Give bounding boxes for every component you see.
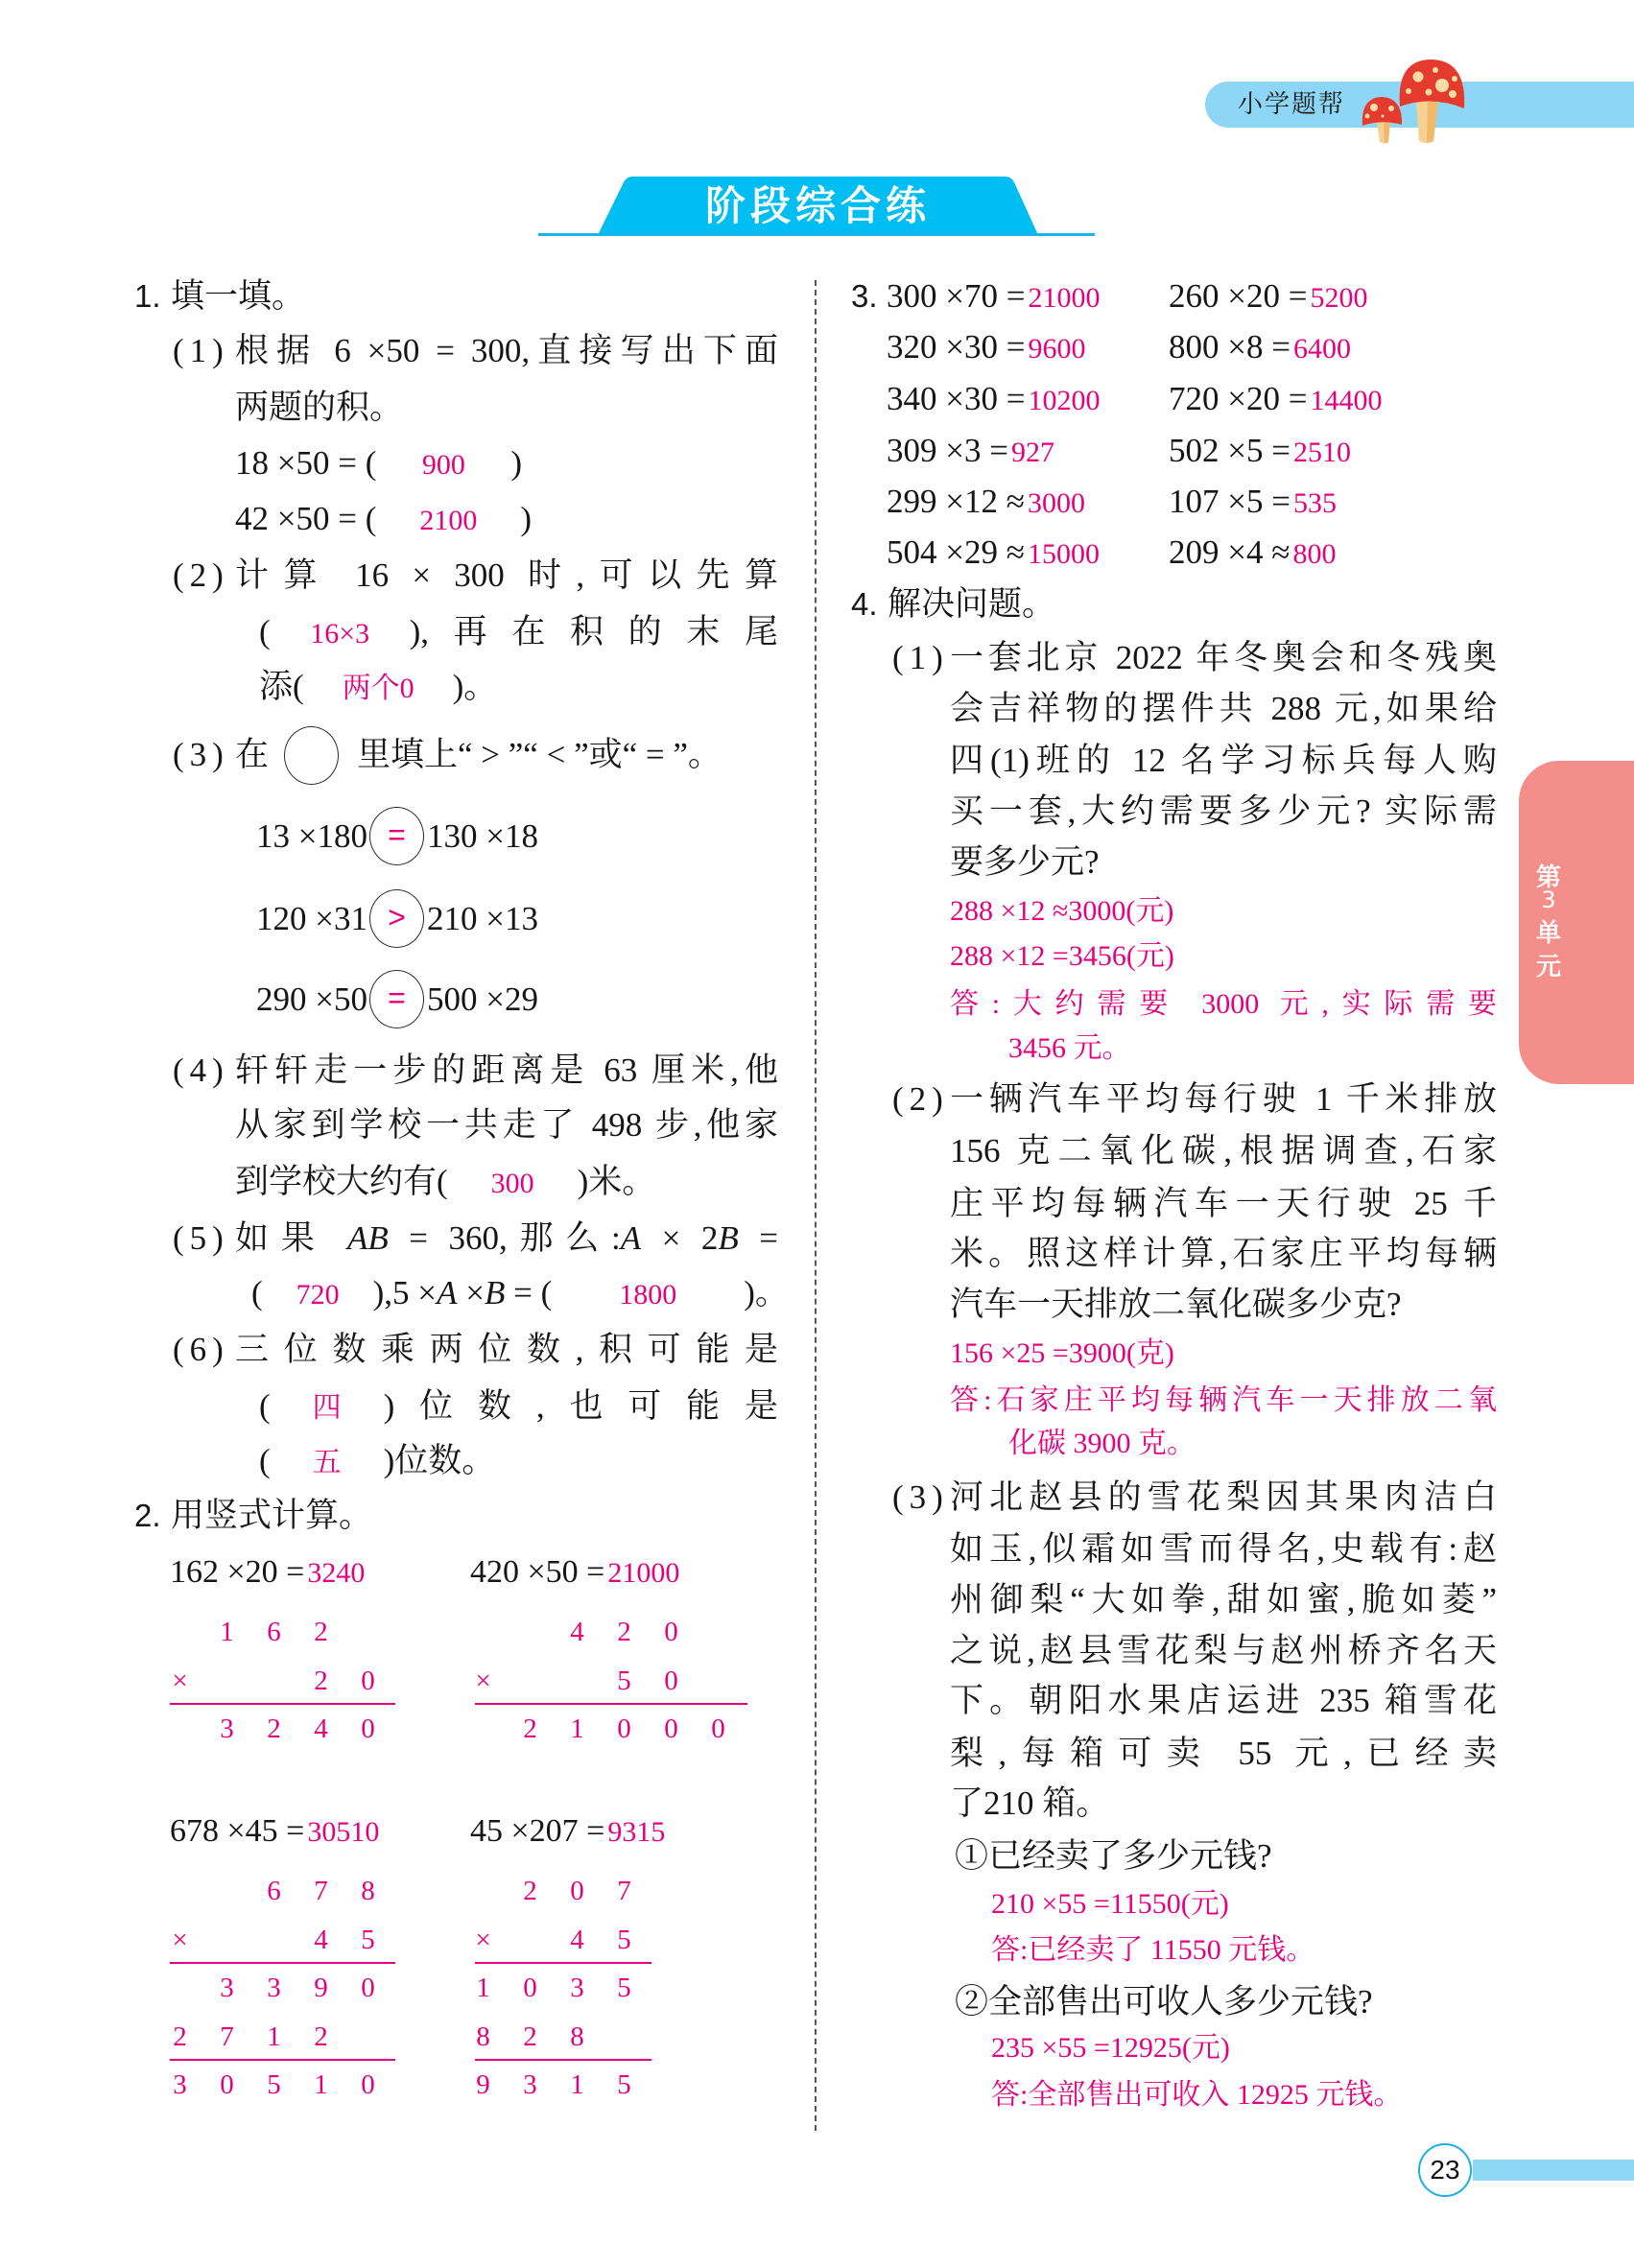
q3-item: [887, 430, 1054, 472]
q4-p3-marker: (3): [892, 1478, 949, 1516]
digit-cell: 3: [570, 1973, 584, 2003]
digit-cell: [695, 1969, 742, 2007]
q4-p1-line: 会吉祥物的摆件共 288 元,如果给: [950, 690, 1497, 727]
text: 299 ×12 ≈: [887, 483, 1025, 520]
q3-item: [887, 481, 1085, 523]
vertical-row: [460, 1710, 742, 1748]
digit-cell: [695, 1613, 742, 1651]
q1-p6-line2: [259, 1385, 778, 1428]
digit-cell: 0: [361, 2069, 375, 2100]
q4-p2-line: 汽车一天排放二氧化碳多少克?: [950, 1286, 1402, 1323]
digit-cell: 0: [361, 1713, 375, 1744]
digit-cell: 1: [570, 1713, 584, 1744]
q4-p2-line: 156 克二氧化碳,根据调查,石家: [950, 1132, 1497, 1169]
answer-blank: 四: [312, 1392, 342, 1424]
unit-tab-char: 3: [1541, 886, 1556, 913]
compare-right: 500 ×29: [427, 980, 538, 1018]
digit-cell: [344, 1613, 391, 1651]
page-number: 23: [1418, 2143, 1472, 2197]
vertical-row: [156, 1969, 438, 2007]
digit-cell: [695, 1662, 742, 1700]
line-text: ×: [457, 1274, 485, 1311]
q4-p3-sub-question: ①已经卖了多少元钱?: [955, 1837, 1272, 1875]
digit-cell: 5: [361, 1925, 375, 1955]
mushroom-icon: [1343, 48, 1478, 149]
digit-cell: [391, 1613, 438, 1651]
digit-cell: [507, 1662, 554, 1700]
digit-cell: 1: [570, 2069, 584, 2100]
compare-left: 120 ×31: [256, 900, 367, 937]
line-text: 如果: [235, 1219, 347, 1257]
q4-p2-calc: 156 ×25 =3900(克): [950, 1337, 1174, 1369]
q1-p2-line3: [259, 666, 497, 708]
digit-cell: [695, 1872, 742, 1910]
digit-cell: [507, 1921, 554, 1959]
digit-cell: 0: [617, 1713, 631, 1744]
q1-p6-marker: (6): [173, 1331, 229, 1368]
q4-p1-calc: 288 ×12 ≈3000(元): [950, 895, 1174, 927]
q4-p1-line: 一套北京 2022 年冬奥会和冬残奥: [950, 639, 1497, 676]
digit-cell: 1: [476, 1973, 490, 2003]
q4-p3-sub-calc: 235 ×55 =12925(元): [991, 2032, 1230, 2064]
digit-cell: [203, 1872, 250, 1910]
compare-answer-circle: >: [369, 889, 424, 948]
text: 10200: [1028, 385, 1101, 416]
digit-cell: [250, 1662, 297, 1700]
digit-cell: 9: [476, 2069, 490, 2100]
q4-p1-calc: 288 ×12 =3456(元): [950, 940, 1174, 972]
digit-cell: [695, 2066, 742, 2104]
q3-item: [1169, 275, 1367, 318]
q4-number: 4.: [851, 586, 878, 622]
q4-title: 解决问题。: [888, 585, 1056, 623]
line-text: ),再在积的末尾: [409, 613, 778, 650]
text: 15000: [1027, 538, 1100, 570]
digit-cell: [391, 2018, 438, 2056]
multiply-sign: ×: [475, 1925, 491, 1955]
text: 14400: [1310, 385, 1383, 416]
text: 300 ×70 =: [887, 277, 1026, 315]
digit-cell: [391, 1872, 438, 1910]
line-text: = (: [505, 1274, 553, 1311]
variable: AB: [347, 1219, 389, 1257]
unit-tab-char: 单: [1535, 919, 1561, 948]
vertical-row: [460, 1872, 742, 1910]
compare-left: 290 ×50: [256, 980, 367, 1018]
calc-rule-line: [475, 1962, 651, 1964]
digit-cell: [460, 1710, 507, 1748]
calc-title: [470, 1810, 665, 1853]
unit-tab-char: 元: [1535, 953, 1561, 981]
q3-item: [1169, 326, 1351, 368]
digit-cell: 8: [476, 2021, 490, 2052]
vertical-row: [460, 2018, 742, 2056]
paren-open: (: [259, 613, 271, 650]
q3-item: [887, 275, 1100, 318]
calc-title: [470, 1551, 679, 1594]
calc-rule-line: [170, 1962, 395, 1964]
q3-item: [887, 326, 1085, 368]
vertical-row: [460, 1921, 742, 1959]
digit-cell: 7: [220, 2021, 234, 2052]
q1-p1-item: [235, 442, 522, 484]
q1-p6-line1: 三位数乘两位数,积可能是: [235, 1331, 778, 1368]
text: 340 ×30 =: [887, 380, 1026, 417]
digit-cell: 2: [617, 1617, 631, 1647]
digit-cell: [203, 1921, 250, 1959]
vertical-row: [156, 1613, 438, 1651]
q4-p1-answer: 答:大约需要 3000 元,实际需要: [950, 988, 1497, 1020]
digit-cell: [391, 1662, 438, 1700]
digit-cell: 9: [314, 1973, 328, 2003]
expression: 678 ×45 =: [170, 1813, 305, 1849]
compare-left: 13 ×180: [256, 817, 367, 855]
digit-cell: [648, 2018, 695, 2056]
q4-p1-line: 要多少元?: [950, 843, 1100, 881]
digit-cell: 4: [570, 1617, 584, 1647]
paren-open: (: [251, 1274, 263, 1311]
expression: 45 ×207 =: [470, 1813, 605, 1849]
variable: B: [718, 1219, 739, 1257]
q4-p3-sub-answer: 答:全部售出可收入 12925 元钱。: [991, 2079, 1403, 2111]
digit-cell: 1: [267, 2021, 281, 2052]
digit-cell: 0: [711, 1713, 725, 1744]
digit-cell: [344, 2018, 391, 2056]
compare-right: 210 ×13: [427, 900, 538, 937]
q4-p2-answer: 化碳 3900 克。: [1008, 1428, 1196, 1459]
digit-cell: [648, 2066, 695, 2104]
q4-p3-line: 下。朝阳水果店运进 235 箱雪花: [950, 1682, 1497, 1719]
vertical-row: [156, 1921, 438, 1959]
digit-cell: [391, 2066, 438, 2104]
expression: 42 ×50 = (: [235, 500, 377, 537]
text: 21000: [1028, 282, 1101, 314]
expression: 162 ×20 =: [170, 1554, 305, 1590]
q1-p1-marker: (1): [173, 332, 229, 369]
digit-cell: 5: [617, 1925, 631, 1955]
q4-p2-marker: (2): [892, 1080, 949, 1118]
digit-cell: 2: [314, 2021, 328, 2052]
q4-p2-answer: 答:石家庄平均每辆汽车一天排放二氧: [950, 1384, 1497, 1416]
q4-p3-sub-calc: 210 ×55 =11550(元): [991, 1888, 1229, 1920]
expression: 18 ×50 = (: [235, 444, 377, 482]
digit-cell: 6: [267, 1876, 281, 1906]
q1-p1-line2: 两题的积。: [235, 389, 404, 426]
digit-cell: [156, 1872, 203, 1910]
digit-cell: 4: [314, 1713, 328, 1744]
q1-p5-line2: [251, 1272, 789, 1314]
text: 9600: [1028, 333, 1086, 365]
answer-blank: 300: [490, 1168, 534, 1199]
paren-close: ): [520, 500, 533, 537]
digit-cell: [460, 1613, 507, 1651]
text: 927: [1010, 437, 1054, 468]
digit-cell: [391, 1969, 438, 2007]
digit-cell: 0: [361, 1973, 375, 2003]
text: 3000: [1027, 487, 1085, 519]
digit-cell: [507, 1613, 554, 1651]
q4-p2-line: 一辆汽车平均每行驶 1 千米排放: [950, 1080, 1497, 1118]
q1-p1-line1: 根据 6 ×50 = 300,直接写出下面: [235, 332, 778, 369]
line-text: =: [738, 1219, 778, 1257]
digit-cell: 0: [664, 1666, 678, 1696]
vertical-row: [460, 2066, 742, 2104]
q3-item: [1169, 532, 1336, 574]
variable: A: [437, 1274, 458, 1311]
vertical-row: [460, 1613, 742, 1651]
text: 720 ×20 =: [1169, 380, 1308, 417]
text: 320 ×30 =: [887, 328, 1026, 366]
digit-cell: [648, 1921, 695, 1959]
text: 260 ×20 =: [1169, 277, 1308, 315]
page-number-bar: [1473, 2160, 1634, 2181]
vertical-row: [156, 2018, 438, 2056]
q3-item: [1169, 430, 1351, 472]
digit-cell: 2: [267, 1713, 281, 1744]
digit-cell: 3: [523, 2069, 537, 2100]
digit-cell: 7: [314, 1876, 328, 1906]
q1-p3-pre: 在: [235, 736, 270, 773]
q4-p3-sub-answer: 答:已经卖了 11550 元钱。: [991, 1934, 1315, 1966]
digit-cell: 1: [220, 1617, 234, 1647]
text: 209 ×4 ≈: [1169, 533, 1291, 571]
calc-rule-line: [170, 1703, 395, 1705]
calc-rule-line: [475, 2059, 651, 2061]
digit-cell: 0: [664, 1713, 678, 1744]
q4-p1-line: 买一套,大约需要多少元? 实际需: [950, 792, 1497, 830]
multiply-sign: ×: [172, 1925, 188, 1955]
text: 6400: [1292, 333, 1351, 365]
q2-number: 2.: [134, 1498, 161, 1533]
q1-p3-marker: (3): [173, 736, 229, 773]
q1-p4-line1: 轩轩走一步的距离是 63 厘米,他: [235, 1051, 778, 1089]
vertical-row: [156, 1872, 438, 1910]
digit-cell: [156, 1969, 203, 2007]
digit-cell: [156, 1710, 203, 1748]
digit-cell: [391, 1921, 438, 1959]
digit-cell: 8: [570, 2021, 584, 2052]
q4-p2-line: 庄平均每辆汽车一天行驶 25 千: [950, 1185, 1497, 1222]
q2-title: 用竖式计算。: [171, 1497, 373, 1534]
line-text: 添(: [259, 668, 304, 705]
digit-cell: 5: [617, 2069, 631, 2100]
text: 107 ×5 =: [1169, 483, 1291, 520]
digit-cell: 0: [523, 1973, 537, 2003]
answer-blank: 两个0: [342, 673, 414, 704]
answer-blank: 720: [296, 1279, 340, 1311]
q4-p3-sub-question: ②全部售出可收人多少元钱?: [955, 1983, 1373, 2020]
digit-cell: 2: [314, 1617, 328, 1647]
vertical-row: [460, 1662, 742, 1700]
compare-right: 130 ×18: [427, 817, 538, 855]
digit-cell: [203, 1662, 250, 1700]
multiply-sign: ×: [172, 1666, 188, 1696]
unit-side-tab: [1519, 761, 1634, 1084]
digit-cell: 3: [220, 1973, 234, 2003]
q1-p3-post: 里填上“ > ”“ < ”或“ = ”。: [357, 736, 722, 773]
q3-number: 3.: [851, 278, 878, 314]
q1-p1-item: [235, 498, 532, 540]
digit-cell: 5: [267, 2069, 281, 2100]
empty-circle-icon: [284, 726, 339, 785]
digit-cell: 0: [664, 1617, 678, 1647]
digit-cell: 3: [173, 2069, 187, 2100]
digit-cell: 2: [523, 1876, 537, 1906]
calc-title: [170, 1551, 365, 1594]
paren-close: )。: [744, 1274, 789, 1311]
digit-cell: 5: [617, 1666, 631, 1696]
q1-p4-line2: 从家到学校一共走了 498 步,他家: [235, 1106, 778, 1144]
digit-cell: [554, 1662, 601, 1700]
digit-cell: 6: [267, 1617, 281, 1647]
line-text: ),5 ×: [372, 1274, 438, 1311]
q4-p3-line: 了210 箱。: [950, 1784, 1110, 1822]
digit-cell: 4: [570, 1925, 584, 1955]
text: 5200: [1310, 282, 1368, 314]
digit-cell: 5: [617, 1973, 631, 2003]
text: 504 ×29 ≈: [887, 533, 1025, 571]
line-text: × 2: [641, 1219, 719, 1257]
q4-p2-line: 米。照这样计算,石家庄平均每辆: [950, 1235, 1497, 1272]
digit-cell: [648, 1969, 695, 2007]
q4-p3-line: 如玉,似霜如雪而得名,史载有:赵: [950, 1530, 1497, 1568]
paren-open: (: [259, 1387, 271, 1425]
q1-p4-marker: (4): [173, 1051, 229, 1089]
answer: 21000: [607, 1557, 680, 1589]
q1-p6-line3: [259, 1440, 495, 1482]
digit-cell: [695, 2018, 742, 2056]
answer: 9315: [607, 1816, 666, 1848]
digit-cell: 2: [523, 1713, 537, 1744]
line-text: )位数。: [383, 1442, 496, 1479]
text: 502 ×5 =: [1169, 432, 1291, 469]
calc-rule-line: [170, 2059, 395, 2061]
answer-blank: 2100: [419, 505, 478, 536]
unit-tab-char: 第: [1535, 863, 1561, 892]
vertical-row: [156, 1662, 438, 1700]
q1-p2-marker: (2): [173, 556, 229, 594]
q4-p3-line: 梨,每箱可卖 55 元,已经卖: [950, 1735, 1497, 1772]
vertical-row: [460, 1969, 742, 2007]
line-text: = 360,那么:: [388, 1219, 621, 1257]
multiply-sign: ×: [475, 1666, 491, 1696]
q3-item: [887, 378, 1100, 420]
digit-cell: 8: [361, 1876, 375, 1906]
q1-title: 填一填。: [171, 277, 306, 315]
text: 2510: [1292, 437, 1351, 468]
compare-answer-circle: =: [369, 970, 424, 1028]
text: 535: [1292, 487, 1337, 519]
text: 309 ×3 =: [887, 432, 1008, 469]
digit-cell: 2: [173, 2021, 187, 2052]
page-title: 阶段综合练: [704, 182, 931, 229]
q1-p2-line2: [259, 611, 778, 653]
answer: 3240: [307, 1557, 366, 1589]
q3-item: [1169, 481, 1337, 523]
line-text: )米。: [577, 1163, 656, 1200]
q4-p3-line: 州御梨“大如拳,甜如蜜,脆如菱”: [950, 1581, 1497, 1618]
q4-p3-line: 河北赵县的雪花梨因其果肉洁白: [950, 1478, 1497, 1516]
digit-cell: [695, 1921, 742, 1959]
variable: B: [484, 1274, 506, 1311]
variable: A: [620, 1219, 642, 1257]
q4-p3-line: 之说,赵县雪花梨与赵州桥齐名天: [950, 1632, 1497, 1669]
digit-cell: [601, 2018, 648, 2056]
digit-cell: [156, 1613, 203, 1651]
digit-cell: 0: [361, 1666, 375, 1696]
calc-title: [170, 1810, 379, 1853]
digit-cell: 4: [314, 1925, 328, 1955]
digit-cell: 1: [314, 2069, 328, 2100]
q3-item: [887, 532, 1100, 574]
vertical-row: [156, 2066, 438, 2104]
paren-close: ): [510, 444, 523, 482]
digit-cell: 3: [220, 1713, 234, 1744]
digit-cell: 3: [267, 1973, 281, 2003]
answer-blank: 900: [421, 449, 465, 481]
paren-close: )。: [452, 668, 498, 705]
digit-cell: 0: [570, 1876, 584, 1906]
calc-rule-line: [475, 1703, 747, 1705]
q1-p5-marker: (5): [173, 1219, 229, 1257]
text: 800: [1292, 538, 1337, 570]
brand-label: 小学题帮: [1238, 90, 1346, 119]
q4-p1-answer: 3456 元。: [1008, 1032, 1131, 1064]
answer-blank: 五: [312, 1447, 342, 1478]
answer-blank: 16×3: [310, 618, 370, 650]
paren-open: (: [259, 1442, 271, 1479]
answer: 30510: [307, 1816, 380, 1848]
line-text: 到学校大约有(: [235, 1163, 448, 1200]
digit-cell: [460, 1872, 507, 1910]
q3-item: [1169, 378, 1382, 420]
digit-cell: 7: [617, 1876, 631, 1906]
digit-cell: 2: [523, 2021, 537, 2052]
digit-cell: [391, 1710, 438, 1748]
compare-answer-circle: =: [369, 807, 424, 865]
expression: 420 ×50 =: [470, 1554, 605, 1590]
q1-p4-line3: [235, 1161, 655, 1203]
q4-p1-line: 四(1)班的 12 名学习标兵每人购: [950, 742, 1497, 779]
digit-cell: [648, 1872, 695, 1910]
digit-cell: [250, 1921, 297, 1959]
q1-p5-line1: [235, 1217, 778, 1260]
q1-p2-line1: 计算 16 × 300 时,可以先算: [235, 556, 778, 594]
answer-blank: 1800: [619, 1279, 677, 1311]
column-divider: [815, 280, 817, 2131]
q4-p1-marker: (1): [892, 639, 949, 676]
q1-number: 1.: [134, 278, 161, 314]
text: 800 ×8 =: [1169, 328, 1291, 366]
line-text: )位数,也可能是: [383, 1387, 778, 1425]
vertical-row: [156, 1710, 438, 1748]
digit-cell: 0: [220, 2069, 234, 2100]
digit-cell: 2: [314, 1666, 328, 1696]
